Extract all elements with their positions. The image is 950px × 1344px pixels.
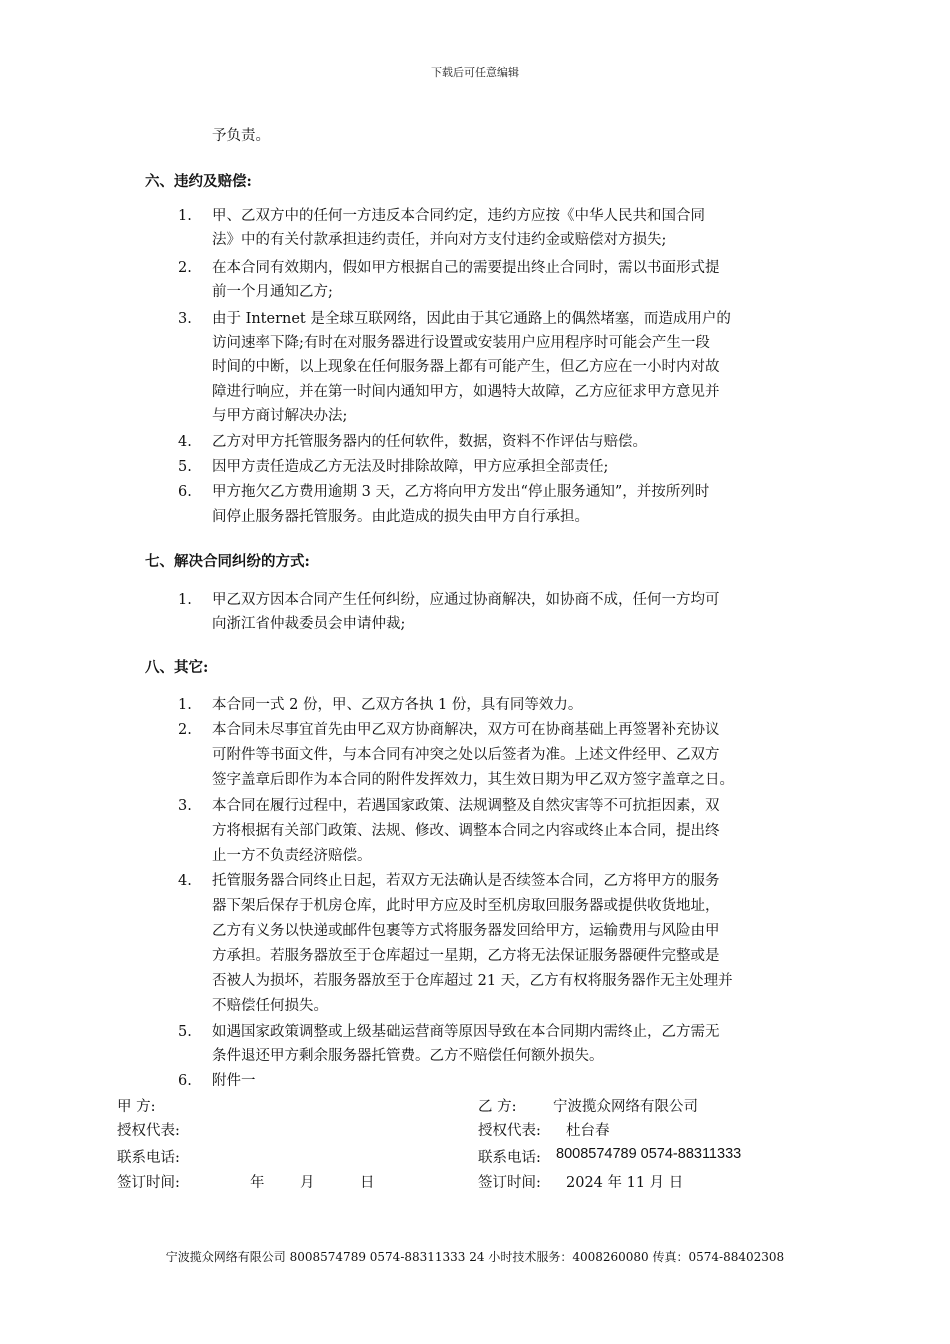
s8-item-4-line-4: 方承担。若服务器放至于仓库超过一星期，乙方将无法保证服务器硬件完整或是 [212, 948, 720, 964]
party-b-date-label: 签订时间: [478, 1175, 541, 1191]
s6-item-3-line-1: 由于 Internet 是全球互联网络，因此由于其它通路上的偶然堵塞，而造成用户的 [212, 311, 731, 327]
s6-item-5-line-1: 因甲方责任造成乙方无法及时排除故障，甲方应承担全部责任; [212, 459, 609, 475]
page-footer: 宁波揽众网络有限公司 8008574789 0574-88311333 24 小时技术服务：4008260080 传真：0574-88402308 [165, 1250, 785, 1264]
party-a-date-month: 月 [300, 1175, 315, 1191]
party-a-label: 甲 方: [117, 1099, 156, 1115]
s8-item-5-number: 5. [178, 1024, 192, 1040]
section-8-title: 八、其它: [145, 659, 209, 676]
s6-item-1-line-2: 法》中的有关付款承担违约责任，并向对方支付违约金或赔偿对方损失; [212, 232, 667, 248]
s8-item-3-line-1: 本合同在履行过程中，若遇国家政策、法规调整及自然灾害等不可抗拒因素，双 [212, 798, 720, 814]
s6-item-2-line-1: 在本合同有效期内，假如甲方根据自己的需要提出终止合同时，需以书面形式提 [212, 260, 720, 276]
s8-item-4-line-6: 不赔偿任何损失。 [212, 998, 328, 1014]
carry-over-line: 予负责。 [212, 128, 270, 144]
party-a-date-day: 日 [360, 1175, 375, 1191]
page-header: 下载后可任意编辑 [431, 66, 519, 79]
s8-item-4-number: 4. [178, 873, 192, 889]
s6-item-3-line-3: 时间的中断，以上现象在任何服务器上都有可能产生，但乙方应在一小时内对故 [212, 359, 720, 375]
s6-item-3-number: 3. [178, 311, 192, 327]
s8-item-1-number: 1. [178, 697, 192, 713]
party-b-rep-name: 杜台春 [566, 1123, 610, 1139]
s8-item-2-line-3: 签字盖章后即作为本合同的附件发挥效力，其生效日期为甲乙双方签字盖章之日。 [212, 772, 734, 788]
s8-item-3-number: 3. [178, 798, 192, 814]
s8-item-2-line-2: 可附件等书面文件，与本合同有冲突之处以后签者为准。上述文件经甲、乙双方 [212, 747, 720, 763]
s8-item-6-number: 6. [178, 1073, 192, 1089]
s6-item-3-line-2: 访问速率下降;有时在对服务器进行设置或安装用户应用程序时可能会产生一段 [212, 335, 710, 351]
s8-item-4-line-2: 器下架后保存于机房仓库，此时甲方应及时至机房取回服务器或提供收货地址， [212, 898, 720, 914]
party-a-date-label: 签订时间: [117, 1175, 180, 1191]
s8-item-6-line-1: 附件一 [212, 1073, 256, 1089]
s7-item-1-line-2: 向浙江省仲裁委员会申请仲裁; [212, 616, 406, 632]
s6-item-4-number: 4. [178, 434, 192, 450]
party-b-phone: 8008574789 0574-88311333 [556, 1146, 742, 1162]
s7-item-1-number: 1. [178, 592, 192, 608]
party-a-phone-label: 联系电话: [117, 1150, 180, 1166]
s8-item-4-line-1: 托管服务器合同终止日起，若双方无法确认是否续签本合同，乙方将甲方的服务 [212, 873, 720, 889]
s8-item-1-line-1: 本合同一式 2 份，甲、乙双方各执 1 份，具有同等效力。 [212, 697, 583, 713]
party-a-date-year: 年 [250, 1175, 265, 1191]
party-a-rep-label: 授权代表: [117, 1123, 180, 1139]
s8-item-4-line-3: 乙方有义务以快递或邮件包裹等方式将服务器发回给甲方，运输费用与风险由甲 [212, 923, 720, 939]
party-b-phone-label: 联系电话: [478, 1150, 541, 1166]
s6-item-1-number: 1. [178, 208, 192, 224]
s8-item-5-line-1: 如遇国家政策调整或上级基础运营商等原因导致在本合同期内需终止，乙方需无 [212, 1024, 720, 1040]
s6-item-6-line-1: 甲方拖欠乙方费用逾期 3 天，乙方将向甲方发出“停止服务通知”，并按所列时 [212, 484, 710, 500]
section-6-title: 六、违约及赔偿: [145, 173, 252, 190]
party-b-label: 乙 方: [478, 1099, 517, 1115]
s6-item-3-line-5: 与甲方商讨解决办法; [212, 408, 348, 424]
section-7-title: 七、解决合同纠纷的方式: [145, 553, 310, 570]
party-b-date: 2024 年 11 月 日 [566, 1175, 684, 1191]
s8-item-2-line-1: 本合同未尽事宜首先由甲乙双方协商解决，双方可在协商基础上再签署补充协议 [212, 722, 720, 738]
s6-item-2-number: 2. [178, 260, 192, 276]
s8-item-5-line-2: 条件退还甲方剩余服务器托管费。乙方不赔偿任何额外损失。 [212, 1048, 604, 1064]
s6-item-5-number: 5. [178, 459, 192, 475]
s8-item-2-number: 2. [178, 722, 192, 738]
party-b-company-name: 宁波揽众网络有限公司 [553, 1099, 698, 1115]
s6-item-6-line-2: 间停止服务器托管服务。由此造成的损失由甲方自行承担。 [212, 509, 589, 525]
s8-item-4-line-5: 否被人为损坏，若服务器放至于仓库超过 21 天，乙方有权将服务器作无主处理并 [212, 973, 733, 989]
s8-item-3-line-2: 方将根据有关部门政策、法规、修改、调整本合同之内容或终止本合同，提出终 [212, 823, 720, 839]
s6-item-2-line-2: 前一个月通知乙方; [212, 284, 333, 300]
s6-item-3-line-4: 障进行响应，并在第一时间内通知甲方，如遇特大故障，乙方应征求甲方意见并 [212, 384, 720, 400]
s7-item-1-line-1: 甲乙双方因本合同产生任何纠纷，应通过协商解决，如协商不成，任何一方均可 [212, 592, 720, 608]
s6-item-6-number: 6. [178, 484, 192, 500]
s8-item-3-line-3: 止一方不负责经济赔偿。 [212, 848, 372, 864]
party-b-rep-label: 授权代表: [478, 1123, 541, 1139]
s6-item-4-line-1: 乙方对甲方托管服务器内的任何软件，数据，资料不作评估与赔偿。 [212, 434, 647, 450]
s6-item-1-line-1: 甲、乙双方中的任何一方违反本合同约定，违约方应按《中华人民共和国合同 [212, 208, 705, 224]
